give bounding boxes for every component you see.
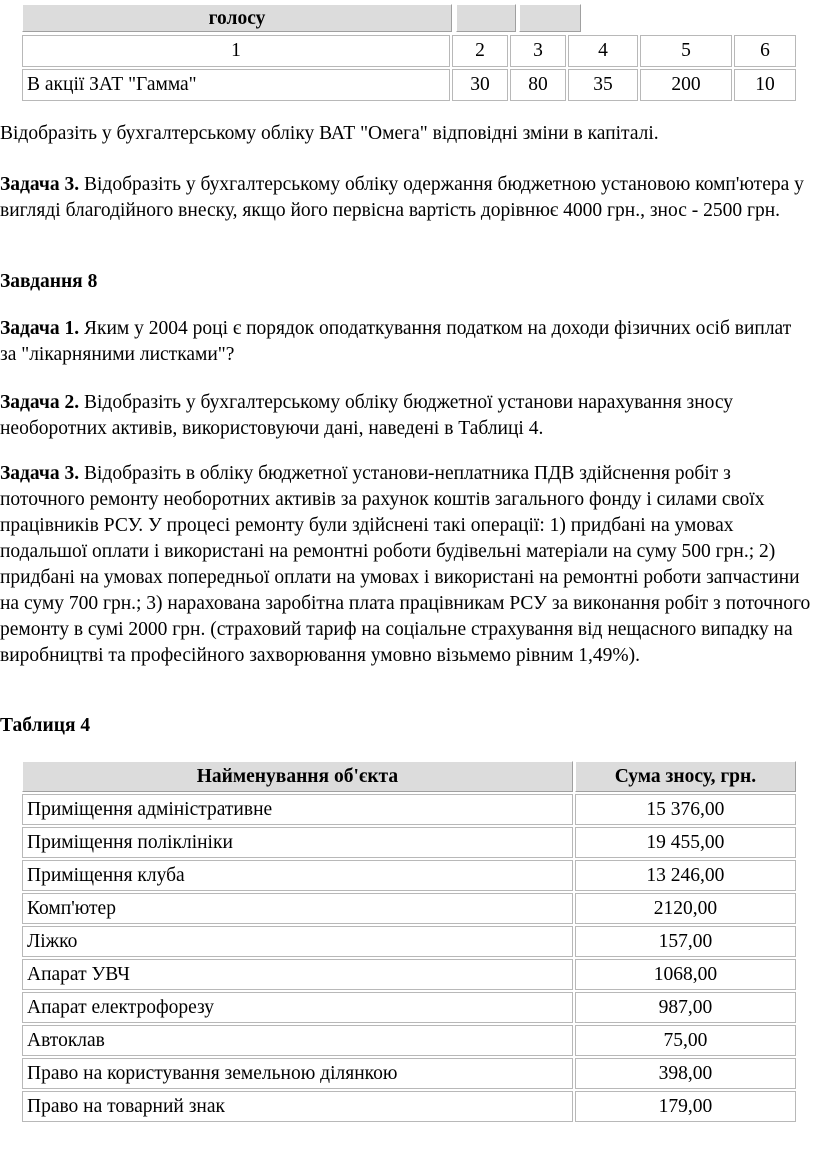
table4-heading xyxy=(0,713,812,739)
depreciation-sum: 15 376,00 xyxy=(575,794,796,825)
depreciation-sum: 179,00 xyxy=(575,1091,796,1122)
assignment-heading xyxy=(0,269,812,295)
object-name: Автоклав xyxy=(22,1025,573,1056)
object-name: Право на товарний знак xyxy=(22,1091,573,1122)
header-cell-empty xyxy=(519,4,581,32)
object-name: Приміщення поліклініки xyxy=(22,827,573,858)
task-text: Яким у 2004 році є порядок оподаткування податком на доходи фізичних осіб виплат за "лікарняними листками"? xyxy=(0,318,792,365)
depreciation-sum: 987,00 xyxy=(575,992,796,1023)
column-header-sum: Сума зносу, грн. xyxy=(575,761,796,792)
shares-table xyxy=(22,2,796,95)
column-number: 6 xyxy=(734,35,796,67)
depreciation-sum: 157,00 xyxy=(575,926,796,957)
column-number: 4 xyxy=(568,35,638,67)
task-text: Відобразіть у бухгалтерському обліку бюджетної установи нарахування зносу необоротних активів, використовуючи дані, наведені в Таблиці 4. xyxy=(0,392,734,439)
table-row xyxy=(22,35,796,67)
object-name: Комп'ютер xyxy=(22,893,573,924)
heading-text: Завдання 8 xyxy=(0,271,98,292)
table-row xyxy=(22,1025,796,1056)
table-cell: 80 xyxy=(510,69,566,101)
table-row xyxy=(22,794,796,825)
column-header-name: Найменування об'єкта xyxy=(22,761,573,792)
task-label: Задача 1. xyxy=(0,318,80,339)
shares-table-body xyxy=(20,33,798,103)
table-cell: 30 xyxy=(452,69,508,101)
paragraph-omega: Відобразіть у бухгалтерському обліку ВАТ "Омега" відповідні зміни в капіталі. xyxy=(0,123,659,144)
task-label: Задача 2. xyxy=(0,392,80,413)
task-text: Відобразіть в обліку бюджетної установи-неплатника ПДВ здійснення робіт з поточного ремонту необоротних активів за рахунок коштів загального фонду і силами своїх працівників РСУ. У процесі ремонту були здійснені такі операції: 1) придбані на умовах подальшої оплати і використані на ремонтні роботи будівельні матеріали на суму 500 грн.; 2) придбані на умовах попередньої оплати на умовах і використані на ремонтні роботи запчастини на суму 700 грн.; 3) нарахована заробітна плата працівникам РСУ за виконання робіт з поточного ремонту в сумі 2000 грн. (страховий тариф на соціальне страхування від нещасного випадку на виробництві та професійного захворювання умовно візьмемо рівним 1,49%). xyxy=(0,463,811,666)
paragraph-task3-repair xyxy=(0,461,812,669)
object-name: Приміщення клуба xyxy=(22,860,573,891)
table-row xyxy=(22,1058,796,1089)
header-cell-fragment: голосу xyxy=(22,4,452,32)
depreciation-sum: 13 246,00 xyxy=(575,860,796,891)
table-cell: 200 xyxy=(640,69,732,101)
column-number: 1 xyxy=(22,35,450,67)
table-row xyxy=(22,926,796,957)
column-number: 5 xyxy=(640,35,732,67)
depreciation-sum: 398,00 xyxy=(575,1058,796,1089)
header-cell-empty xyxy=(456,4,516,32)
table-cell: 35 xyxy=(568,69,638,101)
column-number: 2 xyxy=(452,35,508,67)
row-label: В акції ЗАТ "Гамма" xyxy=(22,69,450,101)
table-row xyxy=(22,893,796,924)
object-name: Приміщення адміністративне xyxy=(22,794,573,825)
table-row xyxy=(22,959,796,990)
depreciation-sum: 19 455,00 xyxy=(575,827,796,858)
paragraph-task3 xyxy=(0,172,812,224)
table-cell: 10 xyxy=(734,69,796,101)
shares-table-header xyxy=(22,2,796,33)
paragraph-task2 xyxy=(0,390,812,442)
table-row xyxy=(22,1091,796,1122)
table-row xyxy=(22,69,796,101)
object-name: Право на користування земельною ділянкою xyxy=(22,1058,573,1089)
paragraph-task1 xyxy=(0,316,812,368)
table-header-row xyxy=(22,761,796,792)
object-name: Апарат електрофорезу xyxy=(22,992,573,1023)
heading-text: Таблиця 4 xyxy=(0,715,91,736)
depreciation-sum: 75,00 xyxy=(575,1025,796,1056)
table-row xyxy=(22,992,796,1023)
task-label: Задача 3. xyxy=(0,174,80,195)
depreciation-table xyxy=(20,759,798,1124)
object-name: Ліжко xyxy=(22,926,573,957)
table-row xyxy=(22,860,796,891)
depreciation-sum: 2120,00 xyxy=(575,893,796,924)
column-number: 3 xyxy=(510,35,566,67)
object-name: Апарат УВЧ xyxy=(22,959,573,990)
task-label: Задача 3. xyxy=(0,463,80,484)
table-row xyxy=(22,827,796,858)
task-text: Відобразіть у бухгалтерському обліку одержання бюджетною установою комп'ютера у вигляді благодійного внеску, якщо його первісна вартість дорівнює 4000 грн., знос - 2500 грн. xyxy=(0,174,804,221)
depreciation-sum: 1068,00 xyxy=(575,959,796,990)
